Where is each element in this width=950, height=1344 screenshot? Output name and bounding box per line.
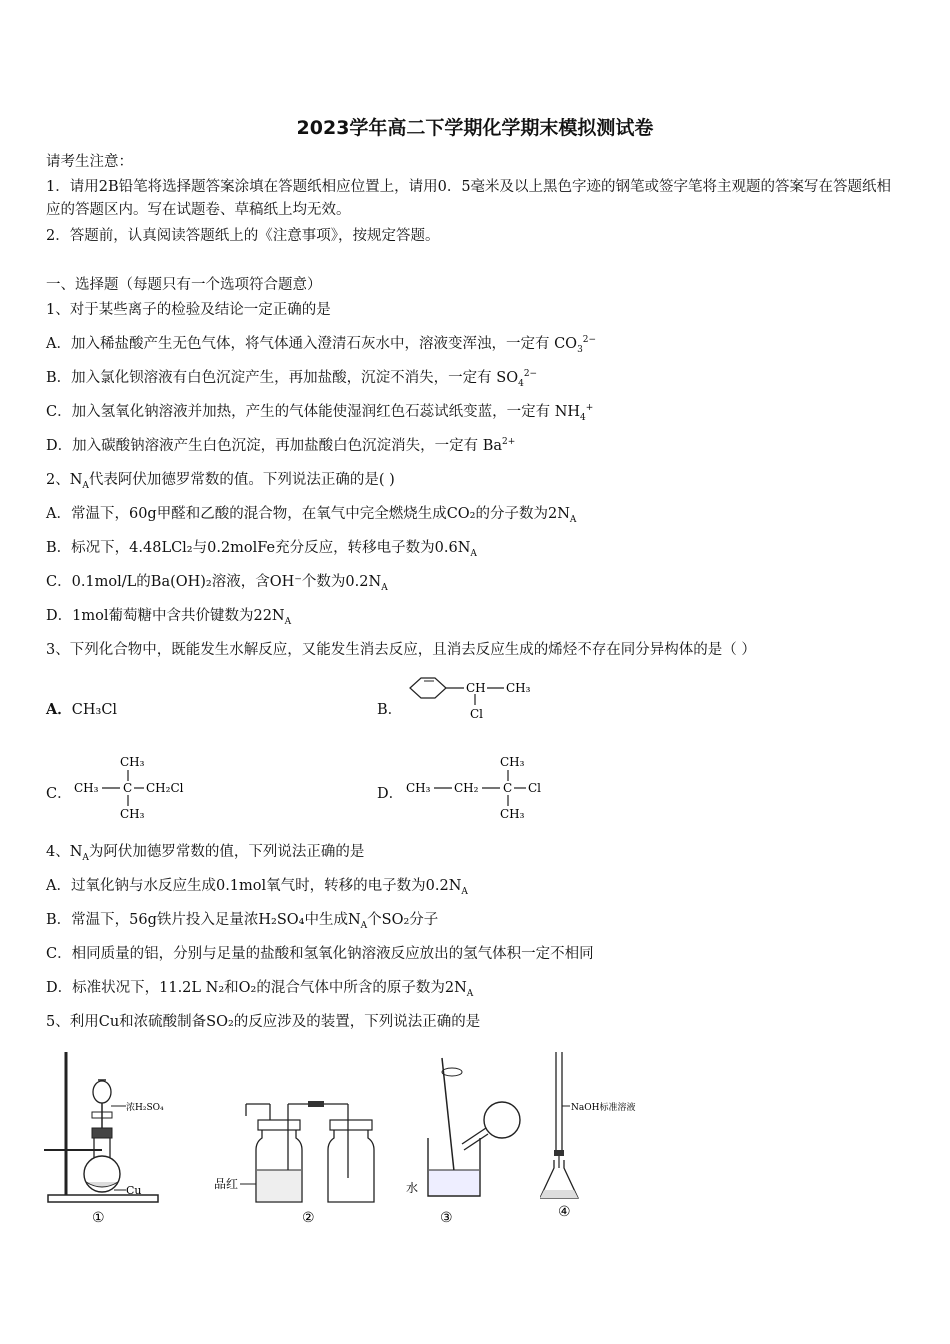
svg-text:②: ② xyxy=(302,1210,315,1226)
apparatus-2 xyxy=(210,1098,385,1226)
q2-stem: 2、$N_A$代表阿伏加德罗常数的值。下列说法正确的是( ) xyxy=(46,472,395,491)
q4-option-c: C．相同质量的铝，分别与足量的盐酸和氢氧化钠溶液反应放出的氢气体积一定不相同 xyxy=(46,946,594,962)
q1-stem: 1、对于某些离子的检验及结论一定正确的是 xyxy=(46,302,331,318)
q3-option-c-label: C． xyxy=(46,786,72,802)
q2-option-d: D．1mol葡萄糖中含共价键数为$22N_A$ xyxy=(46,608,292,627)
svg-text:CH₃: CH₃ xyxy=(120,807,145,821)
svg-text:③: ③ xyxy=(440,1210,453,1225)
svg-text:浓H₂SO₄: 浓H₂SO₄ xyxy=(126,1103,164,1113)
notice-item-2: 2．答题前，认真阅读答题纸上的《注意事项》，按规定答题。 xyxy=(46,228,440,244)
q3-c-structure xyxy=(70,752,210,824)
q3-option-d-label: D． xyxy=(377,786,404,802)
svg-text:Cl: Cl xyxy=(528,781,542,795)
svg-text:CH₂: CH₂ xyxy=(454,781,479,795)
section-heading: 一、选择题（每题只有一个选项符合题意） xyxy=(46,277,322,293)
b-ch: CH xyxy=(466,681,486,695)
svg-text:水: 水 xyxy=(406,1181,419,1195)
q3-d-structure xyxy=(404,752,554,824)
svg-text:④: ④ xyxy=(558,1204,571,1220)
q3-option-a: A．CH₃Cl xyxy=(46,701,118,718)
q1-option-d: D．加入碳酸钠溶液产生白色沉淀，再加盐酸白色沉淀消失，一定有 $Ba^{2+}$ xyxy=(46,437,516,454)
q4-option-b: B．常温下，56g铁片投入足量浓H₂SO₄中生成$N_A$个SO₂分子 xyxy=(46,912,439,931)
svg-text:品红: 品红 xyxy=(214,1177,239,1191)
q2-option-a: A．常温下，60g甲醛和乙酸的混合物，在氧气中完全燃烧生成CO₂的分子数为$2N_A$ xyxy=(46,506,577,525)
svg-text:CH₃: CH₃ xyxy=(500,807,525,821)
q4-option-a: A．过氧化钠与水反应生成0.1mol氧气时，转移的电子数为$0.2N_A$ xyxy=(46,878,468,897)
apparatus-4 xyxy=(540,1050,675,1225)
svg-text:CH₃: CH₃ xyxy=(74,781,99,795)
q1-option-b: B．加入氯化钡溶液有白色沉淀产生，再加盐酸，沉淀不消失，一定有 $SO_4^{2-}$ xyxy=(46,369,538,389)
svg-text:CH₂Cl: CH₂Cl xyxy=(146,781,184,795)
apparatus-1 xyxy=(42,1050,202,1225)
page-title: 2023学年高二下学期化学期末模拟测试卷 xyxy=(296,117,654,139)
apparatus-3 xyxy=(404,1050,529,1225)
b-ch3: CH₃ xyxy=(506,681,531,695)
svg-text:①: ① xyxy=(92,1210,105,1225)
svg-text:CH₃: CH₃ xyxy=(500,755,525,769)
notice-item-1: 1．请用2B铅笔将选择题答案涂填在答题纸相应位置上，请用0．5毫米及以上黑色字迹的钢笔或签字笔将主观题的答案写在答题纸相应的答题区内。写在试题卷、草稿纸上均无效。 xyxy=(46,179,892,218)
q1-option-a: A．加入稀盐酸产生无色气体，将气体通入澄清石灰水中，溶液变浑浊，一定有 $CO_3^{2-}$ xyxy=(46,335,597,355)
q3-stem: 3、下列化合物中，既能发生水解反应，又能发生消去反应，且消去反应生成的烯烃不存在同分异构体的是（ ） xyxy=(46,642,756,658)
notice-header: 请考生注意： xyxy=(46,154,133,170)
svg-text:Cu: Cu xyxy=(126,1184,142,1197)
svg-text:C: C xyxy=(123,781,133,795)
q1-option-c: C．加入氢氧化钠溶液并加热，产生的气体能使湿润红色石蕊试纸变蓝，一定有 $NH_4^+$ xyxy=(46,403,594,423)
q3-b-structure xyxy=(400,672,550,724)
q4-option-d: D．标准状况下，11.2L N₂和O₂的混合气体中所含的原子数为$2N_A$ xyxy=(46,980,474,999)
q5-stem: 5、利用Cu和浓硫酸制备SO₂的反应涉及的装置，下列说法正确的是 xyxy=(46,1014,481,1030)
svg-text:NaOH标准溶液: NaOH标准溶液 xyxy=(571,1103,636,1113)
q2-option-c: C．0.1mol/L的Ba(OH)₂溶液，含OH⁻个数为$0.2N_A$ xyxy=(46,574,388,593)
svg-text:C: C xyxy=(503,781,513,795)
q4-stem: 4、$N_A$为阿伏加德罗常数的值，下列说法正确的是 xyxy=(46,844,365,863)
svg-text:CH₃: CH₃ xyxy=(406,781,431,795)
b-cl: Cl xyxy=(470,707,484,721)
svg-text:CH₃: CH₃ xyxy=(120,755,145,769)
q3-option-b-label: B． xyxy=(377,702,403,718)
q2-option-b: B．标况下，4.48LCl₂与0.2molFe充分反应，转移电子数为$0.6N_A$ xyxy=(46,540,477,559)
